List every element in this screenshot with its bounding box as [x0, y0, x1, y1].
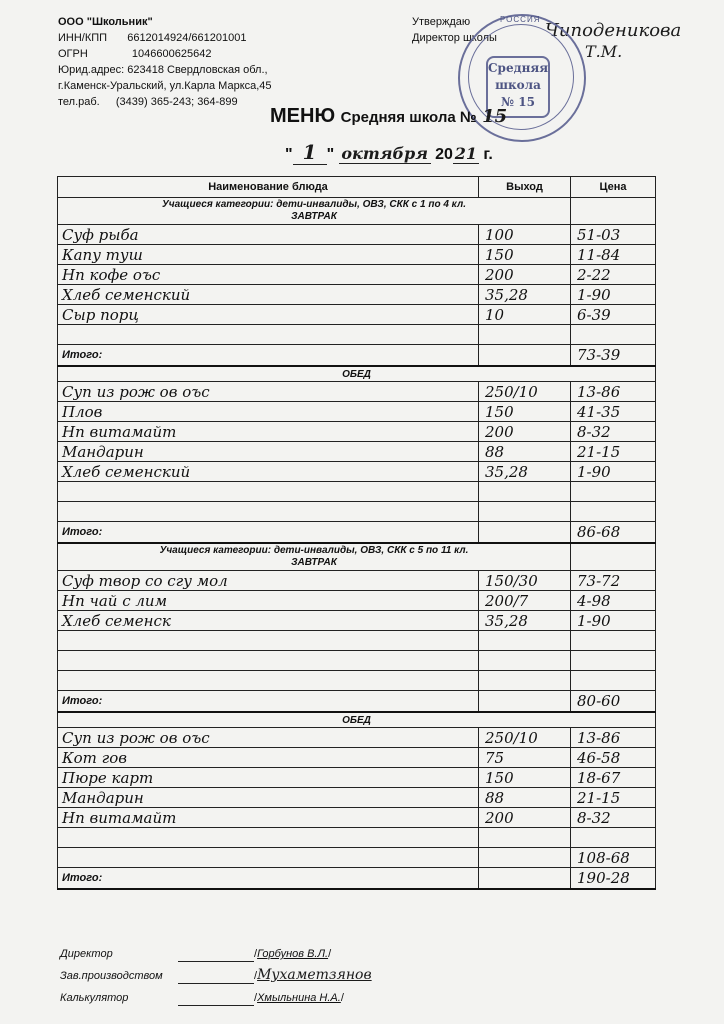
total-value: 190-28: [571, 868, 656, 890]
dish-name: Нп чай с лим: [58, 591, 479, 611]
header-output: Выход: [479, 177, 571, 198]
table-row: [58, 848, 656, 868]
header-dish: Наименование блюда: [58, 177, 479, 198]
category-row: [58, 198, 656, 225]
table-row: [58, 305, 656, 325]
dish-name: Суп из рож ов оъс: [58, 382, 479, 402]
meal-row: [58, 712, 656, 728]
table-body: [58, 198, 656, 890]
signature-slash-end: /: [340, 992, 344, 1004]
signature-slash-start: /: [254, 948, 258, 960]
dish-price: 2-22: [571, 265, 656, 285]
dish-output: 150: [479, 245, 571, 265]
dish-price: [571, 325, 656, 345]
dish-output: [479, 631, 571, 651]
dish-price: 108-68: [571, 848, 656, 868]
stamp-text-2: школа: [495, 78, 541, 92]
table-row: [58, 462, 656, 482]
title-sub: Средняя школа №: [340, 109, 477, 126]
category-cell: [58, 543, 571, 571]
company-header: [58, 14, 272, 110]
company-ogrn: [58, 46, 272, 62]
table-row: [58, 571, 656, 591]
inn-label: ИНН/КПП: [58, 32, 108, 44]
dish-name: [58, 502, 479, 522]
dish-name: Хлеб семенский: [58, 285, 479, 305]
dish-output: 150: [479, 768, 571, 788]
date-month: октября: [339, 144, 431, 164]
table-row: [58, 482, 656, 502]
dish-price: 21-15: [571, 788, 656, 808]
table-header-row: [58, 177, 656, 198]
dish-name: Суф твор со сгу мол: [58, 571, 479, 591]
dish-price: [571, 631, 656, 651]
total-output: [479, 868, 571, 890]
category-title: Учащиеся категории: дети-инвалиды, ОВЗ, СКК с 1 по 4 кл.: [161, 199, 467, 210]
total-output: [479, 522, 571, 544]
table-row: [58, 285, 656, 305]
table-row: [58, 402, 656, 422]
total-row: [58, 522, 656, 544]
total-row: [58, 691, 656, 713]
dish-price: 13-86: [571, 728, 656, 748]
dish-price: 51-03: [571, 225, 656, 245]
table-row: [58, 225, 656, 245]
dish-output: 75: [479, 748, 571, 768]
table-row: [58, 768, 656, 788]
dish-output: 88: [479, 442, 571, 462]
category-cell: [58, 198, 571, 225]
meal-label: ОБЕД: [58, 366, 656, 382]
meal-label: ОБЕД: [58, 712, 656, 728]
ogrn-label: ОГРН: [58, 48, 88, 60]
dish-name: Кот гов: [58, 748, 479, 768]
dish-output: 100: [479, 225, 571, 245]
total-row: [58, 345, 656, 367]
category-price-cell: [571, 198, 656, 225]
inn-value: 6612014924/661201001: [127, 32, 247, 44]
dish-output: 10: [479, 305, 571, 325]
dish-price: 6-39: [571, 305, 656, 325]
dish-output: 250/10: [479, 728, 571, 748]
dish-name: Мандарин: [58, 442, 479, 462]
company-phone: [58, 94, 272, 110]
signature-row: [60, 988, 480, 1006]
total-value: 86-68: [571, 522, 656, 544]
stamp-text-1: Средняя: [488, 61, 549, 75]
dish-name: Суп из рож ов оъс: [58, 728, 479, 748]
total-output: [479, 691, 571, 713]
dish-name: Нп витамайт: [58, 422, 479, 442]
table-row: [58, 422, 656, 442]
dish-output: [479, 848, 571, 868]
dish-price: 21-15: [571, 442, 656, 462]
phone-value: (3439) 365-243; 364-899: [115, 96, 238, 108]
signature-line: [178, 993, 254, 1006]
total-output: [479, 345, 571, 367]
company-inn: [58, 30, 272, 46]
table-row: [58, 671, 656, 691]
signature-slash-start: /: [254, 970, 258, 982]
table-row: [58, 325, 656, 345]
date-year-end: г.: [483, 146, 493, 163]
dish-price: 73-72: [571, 571, 656, 591]
dish-name: Нп кофе оъс: [58, 265, 479, 285]
dish-name: [58, 651, 479, 671]
dish-name: [58, 671, 479, 691]
signature-line: [178, 949, 254, 962]
approval-initials: Т.М.: [585, 42, 623, 61]
phone-label: тел.раб.: [58, 96, 100, 108]
total-label: Итого:: [58, 691, 479, 713]
dish-price: 11-84: [571, 245, 656, 265]
dish-output: 200: [479, 422, 571, 442]
signature-name: Хмыльнина Н.А.: [257, 992, 341, 1004]
dish-output: [479, 502, 571, 522]
dish-output: 35,28: [479, 611, 571, 631]
dish-price: 13-86: [571, 382, 656, 402]
dish-name: Плов: [58, 402, 479, 422]
table-row: [58, 788, 656, 808]
dish-output: 200: [479, 265, 571, 285]
company-address-2: г.Каменск-Уральский, ул.Карла Маркса,45: [58, 80, 272, 92]
dish-price: 4-98: [571, 591, 656, 611]
date-year-prefix: 20: [435, 146, 453, 163]
dish-price: 1-90: [571, 285, 656, 305]
dish-output: 200: [479, 808, 571, 828]
ogrn-value: 1046600625642: [131, 48, 212, 60]
dish-name: Хлеб семенский: [58, 462, 479, 482]
table-row: [58, 591, 656, 611]
signature-name: Горбунов В.Л.: [257, 948, 329, 960]
table-row: [58, 265, 656, 285]
dish-output: [479, 482, 571, 502]
dish-output: 88: [479, 788, 571, 808]
table-row: [58, 728, 656, 748]
dish-name: Мандарин: [58, 788, 479, 808]
table-row: [58, 828, 656, 848]
dish-name: Суф рыба: [58, 225, 479, 245]
company-name: ООО "Школьник": [58, 16, 153, 28]
company-address-1: Юрид.адрес: 623418 Свердловская обл.,: [58, 64, 268, 76]
total-label: Итого:: [58, 522, 479, 544]
dish-price: 1-90: [571, 462, 656, 482]
total-row: [58, 868, 656, 890]
dish-price: 8-32: [571, 422, 656, 442]
date-day: 1: [293, 140, 327, 165]
title-main: МЕНЮ: [270, 105, 336, 127]
signature-row: [60, 966, 480, 984]
dish-price: 1-90: [571, 611, 656, 631]
approval-line-2: Директор школы: [412, 32, 497, 44]
dish-output: [479, 671, 571, 691]
header-price: Цена: [571, 177, 656, 198]
meal-row: [58, 366, 656, 382]
title-school-number: 15: [482, 106, 508, 127]
dish-name: [58, 325, 479, 345]
dish-name: [58, 828, 479, 848]
signature-line: [178, 971, 254, 984]
dish-price: 18-67: [571, 768, 656, 788]
table-row: [58, 502, 656, 522]
dish-price: 46-58: [571, 748, 656, 768]
dish-name: [58, 482, 479, 502]
dish-name: [58, 848, 479, 868]
stamp-text-3: № 15: [501, 95, 535, 109]
signature-role: Директор: [60, 948, 113, 960]
dish-price: [571, 482, 656, 502]
table-row: [58, 808, 656, 828]
dish-output: 200/7: [479, 591, 571, 611]
menu-table: [57, 176, 656, 890]
dish-output: [479, 828, 571, 848]
signature-role: Калькулятор: [60, 992, 129, 1004]
dish-name: Хлеб семенск: [58, 611, 479, 631]
meal-label: ЗАВТРАК: [291, 211, 337, 222]
dish-output: 35,28: [479, 285, 571, 305]
category-row: [58, 543, 656, 571]
dish-name: Капу туш: [58, 245, 479, 265]
stamp-ring-text: РОССИЯ: [500, 15, 541, 24]
page-title: [270, 105, 507, 128]
table-row: [58, 748, 656, 768]
approval-line-1: Утверждаю: [412, 16, 471, 28]
dish-name: Нп витамайт: [58, 808, 479, 828]
date-year-suffix: 21: [454, 144, 478, 163]
signature-name: Мухаметзянов: [257, 967, 372, 983]
dish-price: [571, 651, 656, 671]
category-price-cell: [571, 543, 656, 571]
dish-name: [58, 631, 479, 651]
dish-price: [571, 502, 656, 522]
dish-output: 150/30: [479, 571, 571, 591]
signature-row: [60, 944, 480, 962]
total-label: Итого:: [58, 345, 479, 367]
table-row: [58, 442, 656, 462]
table-row: [58, 631, 656, 651]
dish-output: [479, 651, 571, 671]
dish-name: Пюре карт: [58, 768, 479, 788]
category-title: Учащиеся категории: дети-инвалиды, ОВЗ, СКК с 5 по 11 кл.: [159, 545, 469, 556]
approval-signature: Чиподеникова: [545, 20, 682, 41]
total-label: Итого:: [58, 868, 479, 890]
menu-date: " 1 " октября 20 21 г.: [285, 140, 493, 164]
table-row: [58, 245, 656, 265]
dish-output: 35,28: [479, 462, 571, 482]
total-value: 73-39: [571, 345, 656, 367]
signature-slash-end: /: [328, 948, 332, 960]
dish-price: [571, 671, 656, 691]
dish-price: 41-35: [571, 402, 656, 422]
table-row: [58, 611, 656, 631]
signature-slash-start: /: [254, 992, 258, 1004]
signature-role: Зав.производством: [60, 970, 163, 982]
dish-name: Сыр порц: [58, 305, 479, 325]
meal-label: ЗАВТРАК: [291, 557, 337, 568]
table-row: [58, 651, 656, 671]
dish-output: 150: [479, 402, 571, 422]
dish-output: 250/10: [479, 382, 571, 402]
dish-price: 8-32: [571, 808, 656, 828]
dish-price: [571, 828, 656, 848]
table-row: [58, 382, 656, 402]
dish-output: [479, 325, 571, 345]
total-value: 80-60: [571, 691, 656, 713]
